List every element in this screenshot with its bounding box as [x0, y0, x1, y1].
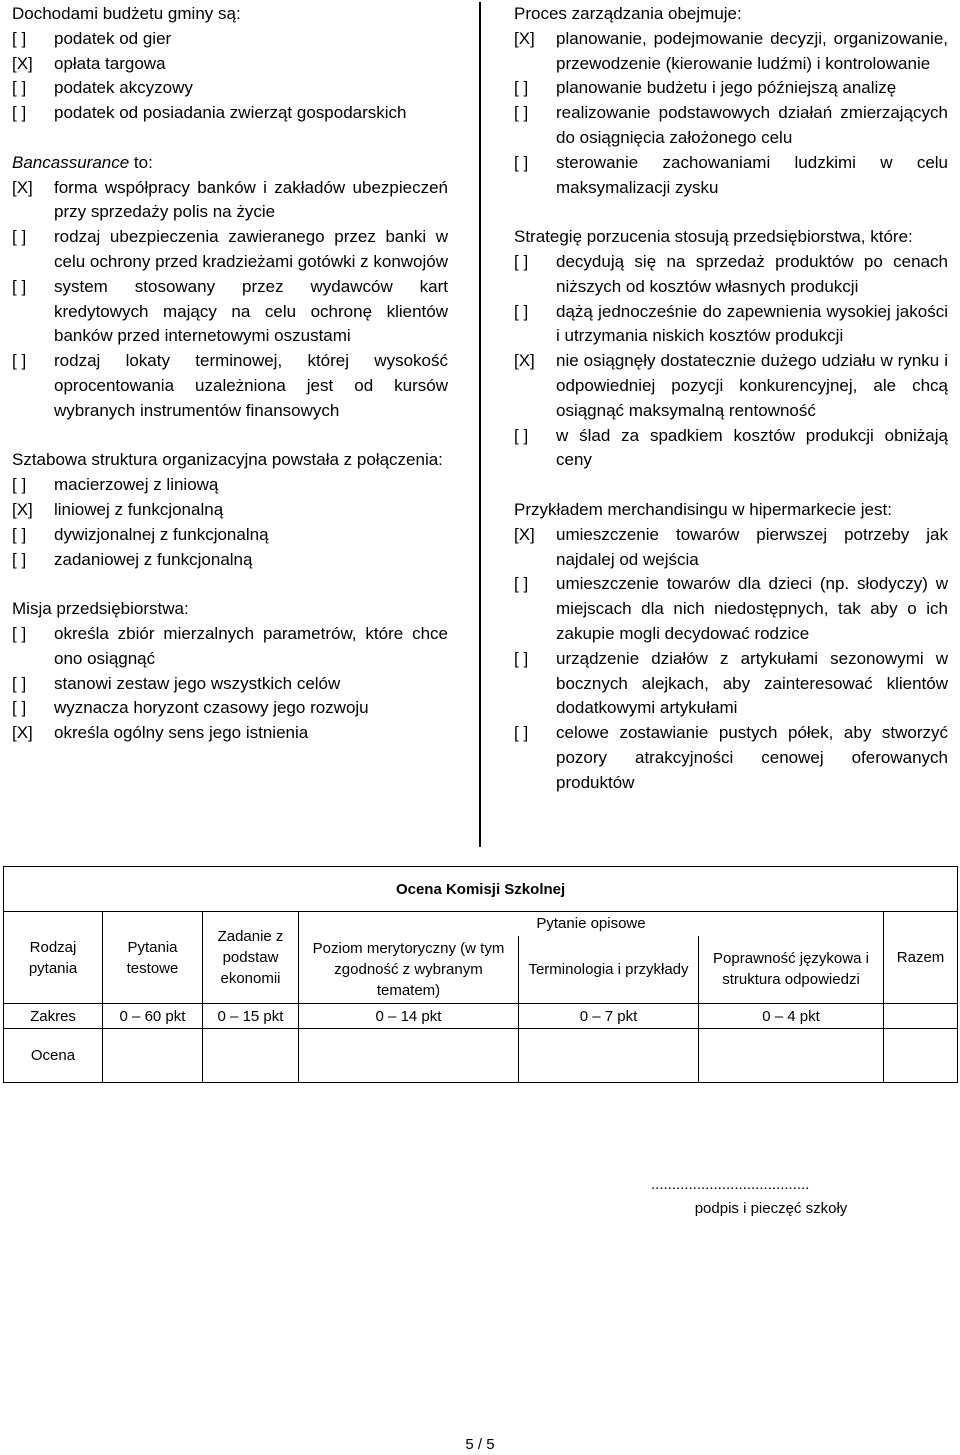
answer-option[interactable]	[514, 572, 948, 646]
question-text	[514, 498, 948, 523]
header-testowe: Pytania testowe	[103, 912, 203, 1004]
answer-checkbox[interactable]: [ ]	[514, 574, 529, 594]
answer-checkbox[interactable]: [X]	[12, 177, 33, 197]
question-block	[514, 498, 948, 796]
answer-text: umieszczenie towarów pierwszej potrzeby jak najdalej od wejścia	[556, 524, 948, 569]
header-opisowe: Pytanie opisowe	[299, 912, 884, 936]
answer-text: celowe zostawianie pustych półek, aby stworzyć pozory atrakcyjności cenowej oferowanych produktów	[556, 723, 948, 792]
header-poprawnosc: Poprawność językowa i struktura odpowiedzi	[699, 936, 884, 1004]
question-text	[514, 2, 948, 27]
answer-checkbox[interactable]: [ ]	[12, 78, 27, 98]
answer-option[interactable]	[12, 622, 448, 672]
answer-text: sterowanie zachowaniami ludzkimi w celu maksymalizacji zysku	[556, 152, 948, 197]
answer-text: podatek od posiadania zwierząt gospodarskich	[54, 103, 407, 123]
zakres-razem	[884, 1004, 958, 1029]
answer-option[interactable]	[12, 672, 448, 697]
question-block	[514, 2, 948, 200]
question-block	[12, 2, 448, 126]
answer-text: forma współpracy banków i zakładów ubezpieczeń przy sprzedaży polis na życie	[54, 177, 448, 222]
answer-option[interactable]	[12, 101, 448, 126]
question-label: Sztabowa struktura organizacyjna powstała z połączenia:	[12, 450, 443, 470]
answer-text: podatek akcyzowy	[54, 78, 193, 98]
zakres-poprawnosc: 0 – 4 pkt	[699, 1004, 884, 1029]
right-column	[514, 2, 948, 820]
answer-text: umieszczenie towarów dla dzieci (np. słodyczy) w miejscach dla nich niedostępnych, tak aby o ich zakupie mogli decydować rodzice	[556, 574, 948, 643]
answer-option[interactable]	[514, 349, 948, 423]
answer-option[interactable]	[12, 52, 448, 77]
question-text	[514, 225, 948, 250]
answer-text: decydują się na sprzedaż produktów po cenach niższych od kosztów własnych produkcji	[556, 251, 948, 296]
signature-label: podpis i pieczęć szkoły	[694, 1200, 848, 1217]
answer-checkbox[interactable]: [ ]	[12, 28, 27, 48]
answer-option[interactable]	[514, 647, 948, 721]
answer-text: stanowi zestaw jego wszystkich celów	[54, 673, 341, 693]
answer-option[interactable]	[12, 498, 448, 523]
answer-option[interactable]	[12, 27, 448, 52]
answer-text: rodzaj lokaty terminowej, której wysokość oprocentowania uzależniona jest od kursów wybranych instrumentów finansowych	[54, 351, 448, 420]
answer-text: realizowanie podstawowych działań zmierzających do osiągnięcia założonego celu	[556, 103, 948, 147]
answer-text: system stosowany przez wydawców kart kredytowych mający na celu ochronę klientów banków przed internetowymi oszustami	[54, 276, 448, 346]
answer-option[interactable]	[514, 424, 948, 474]
answer-text: nie osiągnęły dostatecznie dużego udziału w rynku i odpowiedniej pozycji konkurencyjnej, ale chcą osiągnąć maksymalną rentowność	[556, 351, 948, 420]
zakres-testowe: 0 – 60 pkt	[103, 1004, 203, 1029]
grade-table	[3, 866, 958, 1083]
answer-text: rodzaj ubezpieczenia zawieranego przez banki w celu ochrony przed kradzieżami gotówki z konwojów	[54, 227, 449, 271]
header-poziom: Poziom merytoryczny (w tym zgodność z wybranym tematem)	[299, 936, 519, 1004]
question-label: Przykładem merchandisingu w hipermarkecie jest:	[514, 499, 892, 519]
answer-checkbox[interactable]: [ ]	[514, 251, 529, 271]
answer-checkbox[interactable]: [X]	[12, 723, 33, 743]
header-terminologia: Terminologia i przykłady	[519, 936, 699, 1004]
answer-checkbox[interactable]: [X]	[514, 28, 535, 48]
signature-line: ......................................	[651, 1176, 810, 1193]
answer-text: planowanie budżetu i jego późniejszą analizę	[556, 78, 897, 98]
answer-checkbox[interactable]: [ ]	[514, 648, 529, 668]
question-label: Strategię porzucenia stosują przedsiębiorstwa, które:	[514, 227, 913, 247]
answer-text: dywizjonalnej z funkcjonalną	[54, 524, 269, 544]
zakres-poziom: 0 – 14 pkt	[299, 1004, 519, 1029]
answer-option[interactable]	[12, 76, 448, 101]
answer-checkbox[interactable]: [ ]	[514, 78, 529, 98]
zakres-label: Zakres	[4, 1004, 103, 1029]
column-divider	[479, 2, 481, 847]
answer-text: liniowej z funkcjonalną	[54, 499, 224, 519]
answer-checkbox[interactable]: [ ]	[12, 524, 27, 544]
answer-checkbox[interactable]: [ ]	[12, 475, 27, 495]
answer-checkbox[interactable]: [ ]	[514, 723, 529, 743]
question-label: Dochodami budżetu gminy są:	[12, 4, 241, 23]
answer-option[interactable]	[12, 349, 448, 423]
answer-option[interactable]	[514, 300, 948, 350]
ocena-label: Ocena	[4, 1029, 103, 1083]
question-label: to:	[129, 152, 153, 172]
answer-checkbox[interactable]: [X]	[12, 53, 33, 73]
answer-checkbox[interactable]: [ ]	[514, 152, 529, 172]
answer-checkbox[interactable]: [ ]	[12, 623, 27, 643]
header-zadanie: Zadanie z podstaw ekonomii	[203, 912, 299, 1004]
answer-option[interactable]	[12, 523, 448, 548]
left-column	[12, 2, 448, 771]
ocena-poziom[interactable]	[299, 1029, 519, 1083]
question-block	[12, 448, 448, 572]
answer-checkbox[interactable]: [ ]	[514, 301, 529, 321]
ocena-zadanie[interactable]	[203, 1029, 299, 1083]
answer-text: zadaniowej z funkcjonalną	[54, 549, 253, 569]
answer-checkbox[interactable]: [ ]	[12, 351, 27, 371]
answer-text: w ślad za spadkiem kosztów produkcji obniżają ceny	[556, 425, 948, 470]
answer-option[interactable]	[514, 721, 948, 795]
answer-text: urządzenie działów z artykułami sezonowymi w bocznych alejkach, aby zainteresować klientów dodatkowymi artykułami	[556, 648, 948, 718]
answer-option[interactable]	[514, 101, 948, 151]
answer-text: opłata targowa	[54, 53, 166, 73]
question-block	[12, 597, 448, 746]
question-text	[12, 597, 448, 622]
answer-option[interactable]	[514, 151, 948, 201]
question-text	[12, 151, 448, 176]
question-text	[12, 448, 448, 473]
answer-checkbox[interactable]: [ ]	[12, 549, 27, 569]
answer-checkbox[interactable]: [X]	[12, 499, 33, 519]
answer-option[interactable]	[12, 548, 448, 573]
answer-text: określa zbiór mierzalnych parametrów, które chce ono osiągnąć	[54, 623, 448, 668]
ocena-terminologia[interactable]	[519, 1029, 699, 1083]
grade-table-title: Ocena Komisji Szkolnej	[4, 867, 958, 912]
answer-text: podatek od gier	[54, 28, 172, 48]
answer-checkbox[interactable]: [ ]	[514, 425, 529, 445]
answer-checkbox[interactable]: [X]	[514, 351, 535, 371]
answer-option[interactable]	[514, 250, 948, 300]
question-block	[514, 225, 948, 473]
answer-checkbox[interactable]: [ ]	[514, 103, 529, 123]
zakres-terminologia: 0 – 7 pkt	[519, 1004, 699, 1029]
question-label: Misja przedsiębiorstwa:	[12, 599, 189, 619]
answer-option[interactable]	[12, 176, 448, 226]
answer-checkbox[interactable]: [ ]	[12, 673, 27, 693]
question-block	[12, 151, 448, 424]
answer-checkbox[interactable]: [X]	[514, 524, 535, 544]
answer-option[interactable]	[12, 225, 448, 275]
header-rodzaj: Rodzaj pytania	[4, 912, 103, 1004]
answer-option[interactable]	[514, 523, 948, 573]
answer-text: dążą jednocześnie do zapewnienia wysokiej jakości i utrzymania niskich kosztów produkcji	[556, 301, 948, 346]
ocena-razem[interactable]	[884, 1029, 958, 1083]
answer-option[interactable]	[12, 696, 448, 721]
answer-text: planowanie, podejmowanie decyzji, organizowanie, przewodzenie (kierowanie ludźmi) i kontrolowanie	[556, 28, 948, 73]
question-label: Proces zarządzania obejmuje:	[514, 4, 742, 23]
answer-checkbox[interactable]: [ ]	[12, 103, 27, 123]
answer-text: wyznacza horyzont czasowy jego rozwoju	[54, 698, 369, 718]
header-razem: Razem	[884, 912, 958, 1004]
answer-text: macierzowej z liniową	[54, 475, 219, 495]
question-italic-term: Bancassurance	[12, 152, 130, 172]
answer-option[interactable]	[12, 473, 448, 498]
answer-option[interactable]	[514, 76, 948, 101]
answer-checkbox[interactable]: [ ]	[12, 227, 27, 247]
answer-option[interactable]	[12, 275, 448, 349]
answer-checkbox[interactable]: [ ]	[12, 698, 27, 718]
ocena-testowe[interactable]	[103, 1029, 203, 1083]
ocena-poprawnosc[interactable]	[699, 1029, 884, 1083]
zakres-zadanie: 0 – 15 pkt	[203, 1004, 299, 1029]
answer-option[interactable]	[12, 721, 448, 746]
answer-text: określa ogólny sens jego istnienia	[54, 723, 309, 743]
question-text	[12, 2, 448, 27]
answer-option[interactable]	[514, 27, 948, 77]
page-number: 5 / 5	[465, 1436, 495, 1453]
answer-checkbox[interactable]: [ ]	[12, 276, 27, 296]
